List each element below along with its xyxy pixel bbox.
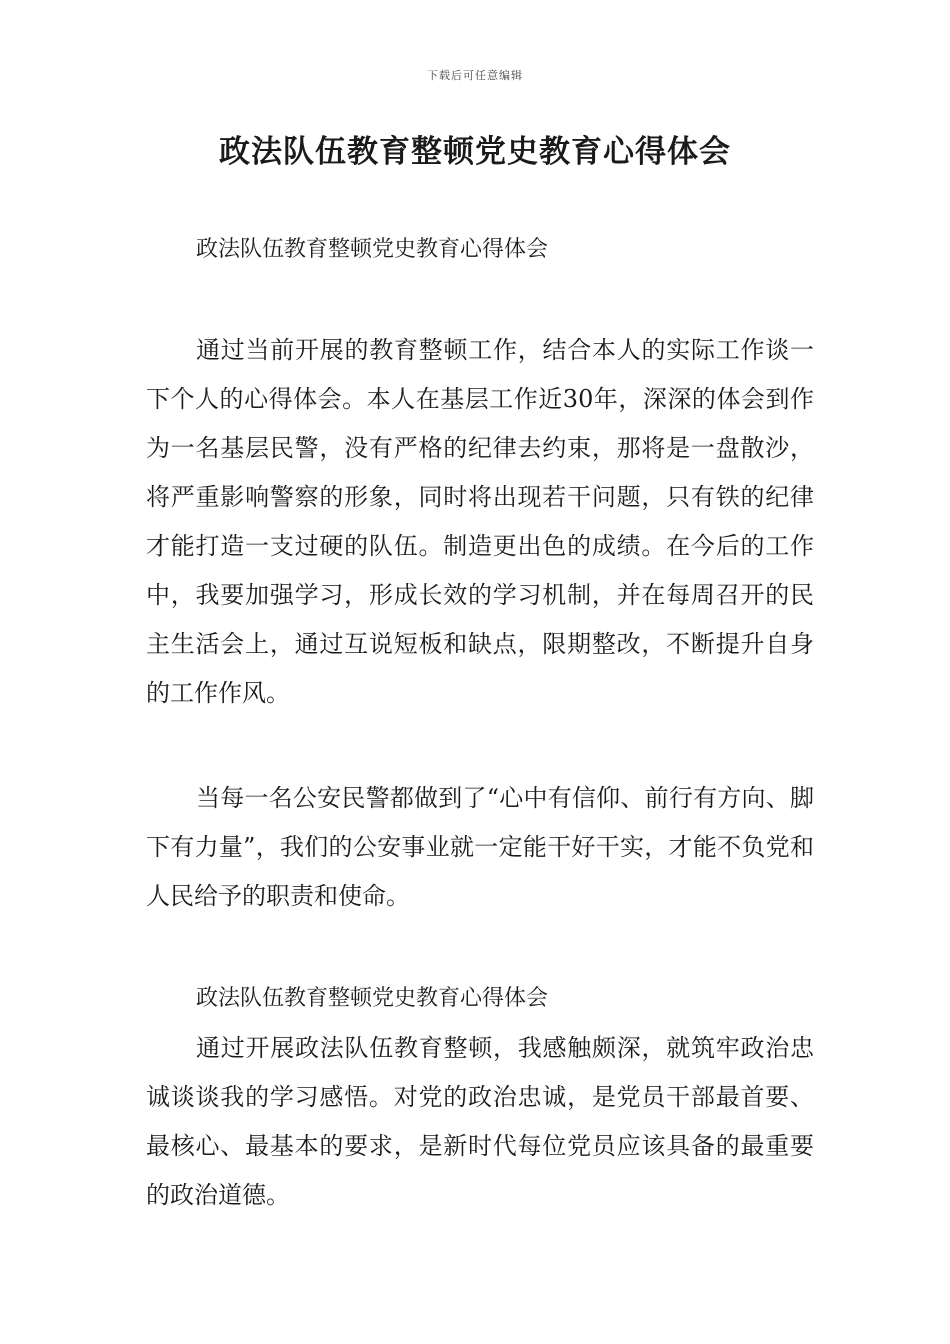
- body-paragraph: 通过开展政法队伍教育整顿，我感触颇深，就筑牢政治忠诚谈谈我的学习感悟。对党的政治忠诚，是党员干部最首要、最核心、最基本的要求，是新时代每位党员应该具备的最重要的政治道德。: [146, 1034, 814, 1209]
- section-subtitle: 政法队伍教育整顿党史教育心得体会: [196, 986, 549, 1011]
- body-paragraph: 当每一名公安民警都做到了“心中有信仰、前行有方向、脚下有力量”，我们的公安事业就一定能干好干实，才能不负党和人民给予的职责和使命。: [146, 784, 814, 910]
- section-subtitle: 政法队伍教育整顿党史教育心得体会: [196, 237, 549, 262]
- body-paragraph: 通过当前开展的教育整顿工作，结合本人的实际工作谈一下个人的心得体会。本人在基层工作近30年，深深的体会到作为一名基层民警，没有严格的纪律去约束，那将是一盘散沙，将严重影响警察的形象，同时将出现若干问题，只有铁的纪律才能打造一支过硬的队伍。制造更出色的成绩。在今后的工作中，我要加强学习，形成长效的学习机制，并在每周召开的民主生活会上，通过互说短板和缺点，限期整改，不断提升自身的工作作风。: [146, 336, 814, 707]
- header-note: 下载后可任意编辑: [427, 69, 523, 82]
- document-title: 政法队伍教育整顿党史教育心得体会: [219, 134, 731, 170]
